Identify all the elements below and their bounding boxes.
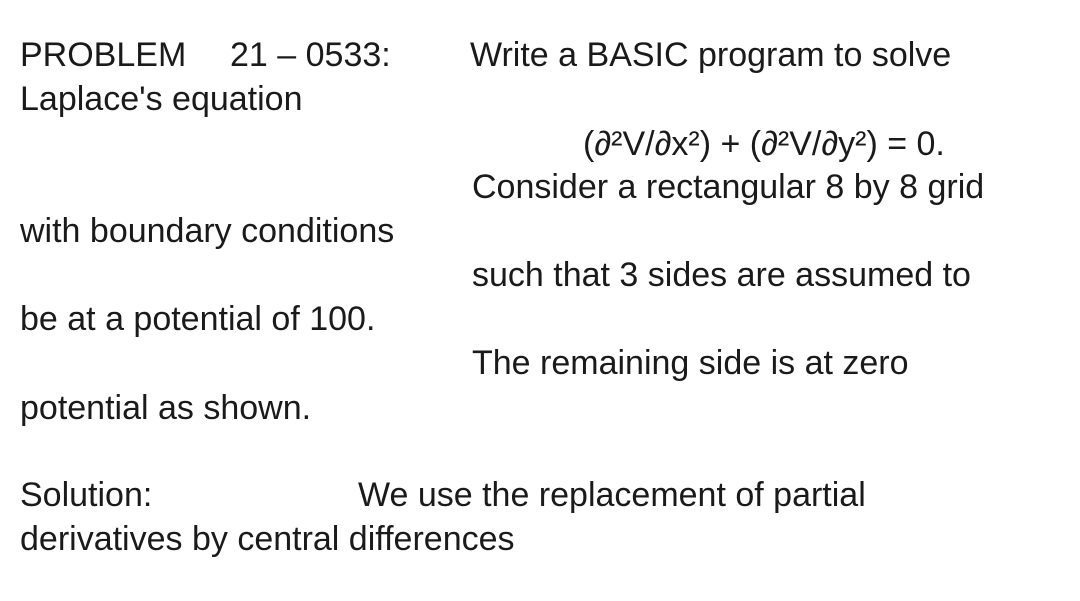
problem-statement-line-2: Laplace's equation xyxy=(20,80,303,118)
solution-line-1: We use the replacement of partial xyxy=(358,476,866,514)
problem-statement-line-8: potential as shown. xyxy=(20,389,312,427)
solution-label: Solution: xyxy=(20,476,153,514)
problem-statement-line-3: Consider a rectangular 8 by 8 grid xyxy=(472,168,985,206)
problem-statement-line-4: with boundary conditions xyxy=(20,212,395,250)
problem-statement-line-6: be at a potential of 100. xyxy=(20,300,376,338)
problem-label: PROBLEM xyxy=(20,36,187,74)
laplace-equation: (∂²V/∂x²) + (∂²V/∂y²) = 0. xyxy=(583,125,945,163)
problem-number: 21 – 0533: xyxy=(230,36,391,74)
problem-statement-line-1: Write a BASIC program to solve xyxy=(470,36,952,74)
problem-statement-line-7: The remaining side is at zero xyxy=(472,344,909,382)
problem-statement-line-5: such that 3 sides are assumed to xyxy=(472,256,971,294)
solution-line-2: derivatives by central differences xyxy=(20,520,515,558)
